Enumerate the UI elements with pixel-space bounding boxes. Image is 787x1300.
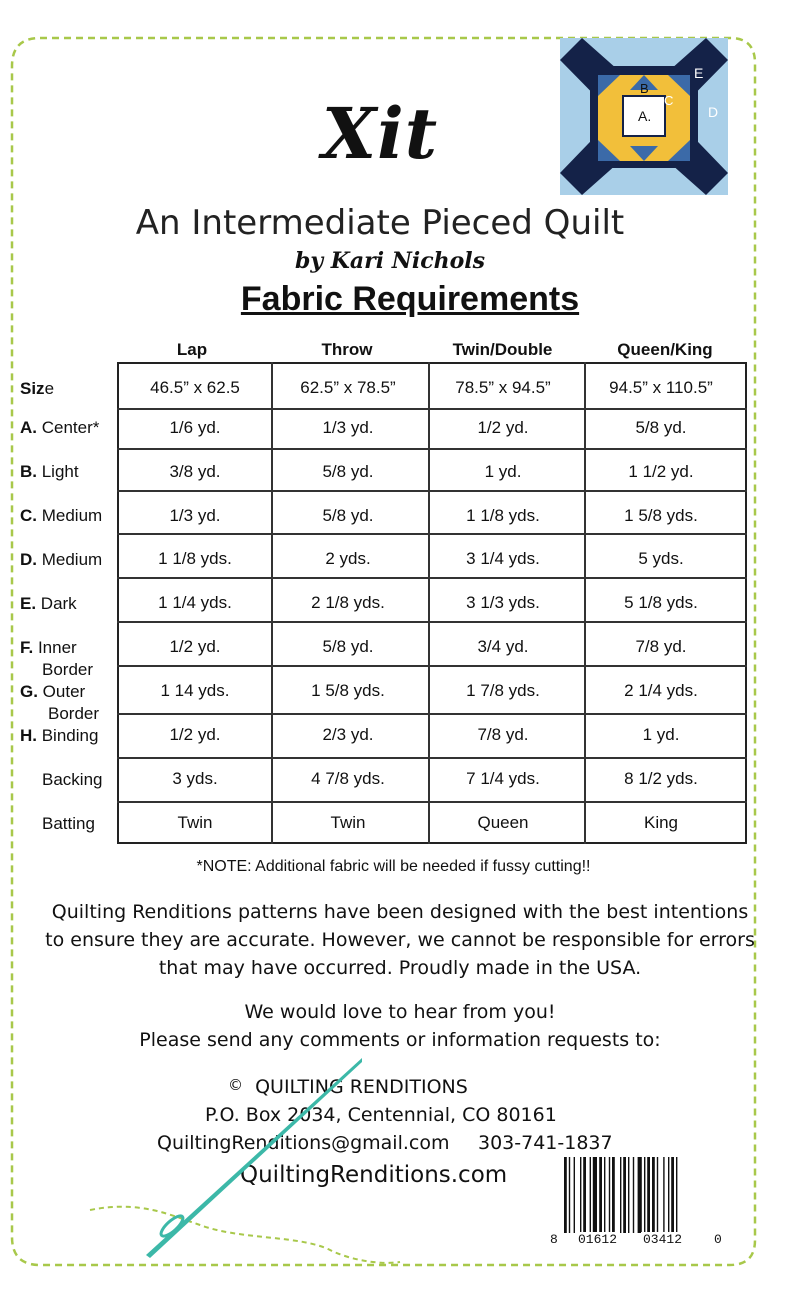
table-cell: 1/2 yd. xyxy=(169,725,221,744)
barcode-bar xyxy=(657,1157,658,1233)
table-cell: 2 yds. xyxy=(325,549,371,568)
barcode-digit-lead: 8 xyxy=(550,1232,558,1247)
table-cell: 1/2 yd. xyxy=(477,418,529,437)
row-label-inner-border: F. Inner Border xyxy=(20,638,94,679)
phone-number: 303-741-1837 xyxy=(478,1132,613,1154)
column-header-queen-king: Queen/King xyxy=(617,340,713,359)
table-cell: 4 7/8 yds. xyxy=(311,769,385,788)
table-cell: 7 1/4 yds. xyxy=(466,769,540,788)
column-header-twin-double: Twin/Double xyxy=(452,340,553,359)
table-cell: 1 5/8 yds. xyxy=(311,681,385,700)
table-cell: 5 1/8 yds. xyxy=(624,593,698,612)
contact-intro: We would love to hear from you! Please send any comments or information requests to: xyxy=(139,1001,661,1051)
barcode-bar xyxy=(663,1157,664,1233)
table-cell: 5/8 yd. xyxy=(322,462,374,481)
email-address[interactable]: QuiltingRenditions@gmail.com xyxy=(157,1132,450,1154)
mailing-address: P.O. Box 2034, Centennial, CO 80161 xyxy=(205,1104,557,1126)
table-cell: 3 1/3 yds. xyxy=(466,593,540,612)
pattern-title: Xit xyxy=(321,92,439,175)
table-cell: 1/2 yd. xyxy=(169,637,221,656)
table-cell: 1 yd. xyxy=(484,462,522,481)
table-cell: 94.5” x 110.5” xyxy=(609,378,713,397)
table-cell: 3/8 yd. xyxy=(169,462,221,481)
row-label-binding: H. Binding xyxy=(20,726,99,745)
table-cell: Twin xyxy=(177,813,213,832)
block-label-b: B xyxy=(640,81,649,96)
copyright-symbol: © xyxy=(228,1076,243,1094)
table-cell: Twin xyxy=(330,813,366,832)
table-cell: King xyxy=(643,813,679,832)
table-cell: 1 5/8 yds. xyxy=(624,506,698,525)
row-label-light: B. Light xyxy=(20,462,79,481)
barcode-bar xyxy=(644,1157,645,1233)
barcode-bar xyxy=(647,1157,650,1233)
table-cell: 1/3 yd. xyxy=(322,418,374,437)
pattern-subtitle: An Intermediate Pieced Quilt xyxy=(135,203,625,243)
table-cell: 1 1/8 yds. xyxy=(158,549,232,568)
disclaimer-paragraph: Quilting Renditions patterns have been designed with the best intentions to ensure they are accurate. However, we cannot be responsible for errors that may have occurred. Proudly made in the USA. xyxy=(45,901,755,979)
barcode-bar xyxy=(638,1157,642,1233)
table-cell: 1 yd. xyxy=(642,725,680,744)
barcode-bar xyxy=(583,1157,586,1233)
barcode-digit-check: 0 xyxy=(714,1232,722,1247)
table-cell: 1/3 yd. xyxy=(169,506,221,525)
website-link[interactable]: QuiltingRenditions.com xyxy=(240,1162,508,1188)
table-cell: 3 yds. xyxy=(172,769,218,788)
barcode-bar xyxy=(574,1157,575,1233)
row-label-outer-border: G. Outer Border xyxy=(20,682,100,723)
designer-byline: by Kari Nichols xyxy=(294,248,486,274)
company-name: © QUILTING RENDITIONS xyxy=(228,1076,468,1098)
row-label-dark: E. Dark xyxy=(20,594,77,613)
table-cell: 1 14 yds. xyxy=(160,681,230,700)
table-cell: 5/8 yd. xyxy=(322,637,374,656)
barcode-bar xyxy=(671,1157,674,1233)
table-cell: 2 1/4 yds. xyxy=(624,681,698,700)
table-cell: 5/8 yd. xyxy=(635,418,687,437)
block-label-c: C xyxy=(664,93,674,108)
block-label-d: D xyxy=(708,104,719,120)
block-label-a: A. xyxy=(638,108,652,124)
row-label-center: A. Center* xyxy=(20,418,100,437)
row-label-medium-c: C. Medium xyxy=(20,506,103,525)
barcode-bar xyxy=(668,1157,669,1233)
table-cell: 1 1/2 yd. xyxy=(628,462,694,481)
row-label-batting: Batting xyxy=(42,814,95,833)
table-cell: 3/4 yd. xyxy=(477,637,529,656)
barcode-digits-group2: 03412 xyxy=(643,1232,683,1247)
barcode-bar xyxy=(590,1157,591,1233)
barcode-bar xyxy=(604,1157,605,1233)
table-cell: 1/6 yd. xyxy=(169,418,221,437)
barcode-bar xyxy=(569,1157,570,1233)
row-label-medium-d: D. Medium xyxy=(20,550,103,569)
barcode-bar xyxy=(620,1157,621,1233)
column-header-lap: Lap xyxy=(176,340,208,359)
row-label-size: Size xyxy=(20,379,55,398)
table-cell: 8 1/2 yds. xyxy=(624,769,698,788)
table-cell: 5/8 yd. xyxy=(322,506,374,525)
table-cell: Queen xyxy=(477,813,529,832)
table-cell: 7/8 yd. xyxy=(477,725,529,744)
fussy-cutting-note: *NOTE: Additional fabric will be needed if fussy cutting!! xyxy=(196,858,591,875)
table-cell: 1 1/4 yds. xyxy=(158,593,232,612)
table-cell: 7/8 yd. xyxy=(635,637,687,656)
barcode-bar xyxy=(633,1157,634,1233)
table-cell: 1 7/8 yds. xyxy=(466,681,540,700)
barcode-bar xyxy=(652,1157,655,1233)
row-label-backing: Backing xyxy=(42,770,103,789)
table-cell: 2 1/8 yds. xyxy=(311,593,385,612)
barcode-bar xyxy=(593,1157,597,1233)
table-cell: 3 1/4 yds. xyxy=(466,549,540,568)
table-cell: 78.5” x 94.5” xyxy=(455,378,551,397)
barcode-bar xyxy=(609,1157,610,1233)
barcode-bar xyxy=(580,1157,581,1233)
barcode-bar xyxy=(623,1157,626,1233)
table-cell: 46.5” x 62.5 xyxy=(150,378,240,397)
barcode-bar xyxy=(628,1157,629,1233)
barcode-bar xyxy=(599,1157,602,1233)
table-cell: 5 yds. xyxy=(638,549,684,568)
barcode-bar xyxy=(612,1157,615,1233)
column-header-throw: Throw xyxy=(321,340,373,359)
barcode-bar xyxy=(564,1157,567,1233)
table-cell: 1 1/8 yds. xyxy=(466,506,540,525)
barcode-digits-group1: 01612 xyxy=(578,1232,618,1247)
table-cell: 2/3 yd. xyxy=(322,725,374,744)
barcode-bar xyxy=(676,1157,677,1233)
fabric-requirements-heading: Fabric Requirements xyxy=(240,280,580,318)
block-label-e: E xyxy=(694,65,704,81)
table-cell: 62.5” x 78.5” xyxy=(300,378,396,397)
